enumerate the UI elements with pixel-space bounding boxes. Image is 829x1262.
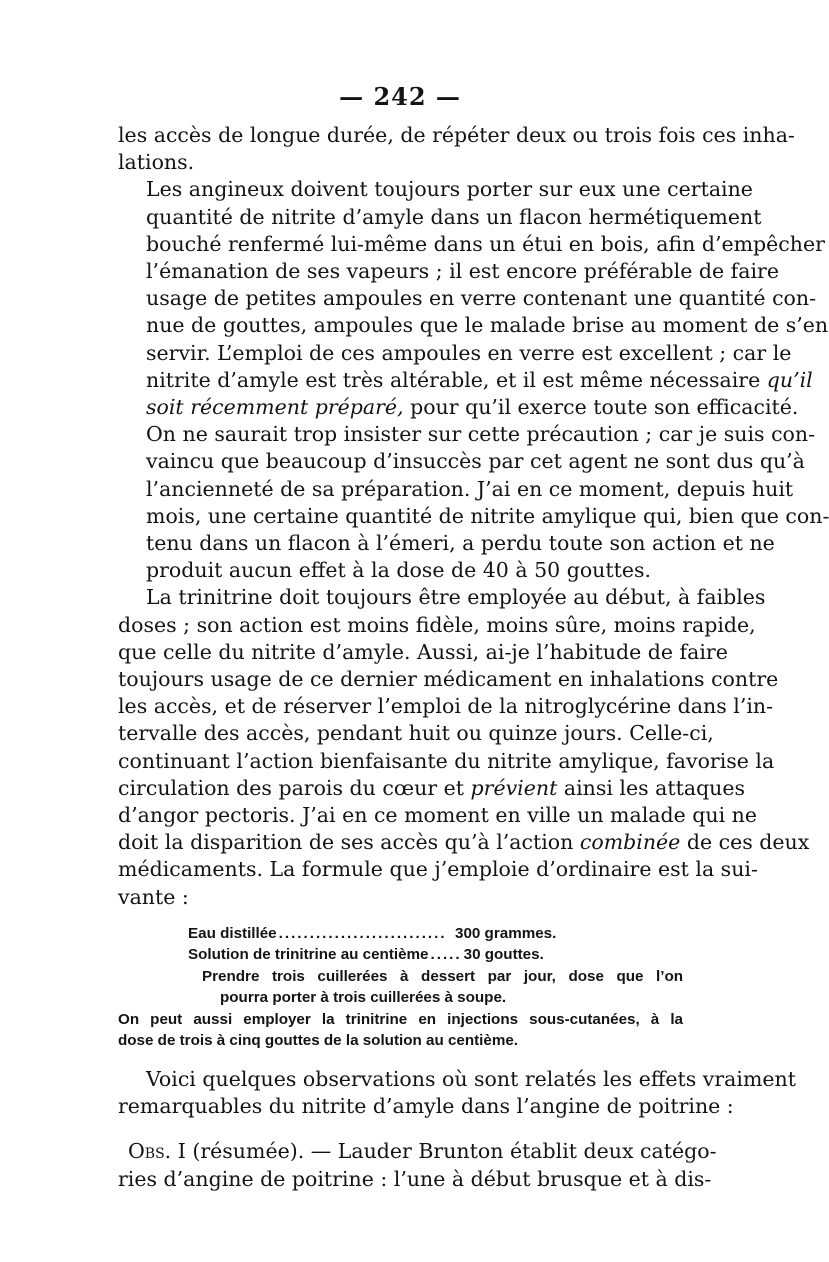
text-column [118,122,829,1193]
formula-ingredient: Solution de trinitrine au centième [188,946,429,964]
emphasis-run: soit [146,395,184,420]
text-line: l’émanation de ses vapeurs ; il est encore préférable de faire [146,259,779,284]
paragraph-3 [118,584,810,910]
text-run: pour qu’il exerce toute son efficacité. [410,395,799,420]
text-line: Voici quelques observations où sont relatés les effets vraiment [146,1066,796,1091]
text-line-with-emphasis [118,775,746,802]
text-line: les accès de longue durée, de répéter deux ou trois fois ces inha- [118,123,795,147]
spacer [118,1052,683,1066]
text-line: servir. L’emploi de ces ampoules en verre est excellent ; car le [146,340,792,365]
text-line: La trinitrine doit toujours être employée au début, à faibles [146,585,766,610]
observation-heading-line [118,1138,717,1165]
emphasis-run: combinée [579,830,681,855]
text-line: ries d’angine de poitrine : l’une à début brusque et à dis- [118,1166,712,1191]
paragraph-1 [118,122,795,176]
formula-instruction: Prendre trois cuillerées à dessert par jour, dose que l’on [202,967,683,985]
formula-leader-dots: ..... [430,946,462,964]
observation-1 [118,1138,717,1192]
text-line: On ne saurait trop insister sur cette précaution ; car je suis con- [146,422,816,447]
formula-note: On peut aussi employer la trinitrine en injections sous-cutanées, à la [118,1010,683,1028]
text-line-with-emphasis [118,367,813,394]
text-run: ainsi les attaques [563,775,746,800]
text-line: l’ancienneté de sa préparation. J’ai en ce moment, depuis huit [146,476,794,501]
text-line: lations. [118,150,195,175]
formula-quantity: 30 gouttes. [463,946,544,964]
text-line: Les angineux doivent toujours porter sur eux une certaine [146,177,753,202]
emphasis-run: récemment préparé, [190,395,404,420]
formula-leader-dots: ........................... [278,924,447,942]
formula-row [118,923,560,945]
text-line: tervalle des accès, pendant huit ou quinze jours. Celle-ci, [118,721,714,746]
page-number: — 242 — [339,82,461,111]
text-line: continuant l’action bienfaisante du nitrite amylique, favorise la [118,748,775,773]
text-line: que celle du nitrite d’amyle. Aussi, ai-je l’habitude de faire [118,639,728,664]
text-line: quantité de nitrite d’amyle dans un flacon hermétiquement [146,204,762,229]
text-line: mois, une certaine quantité de nitrite amylique qui, bien que con- [146,503,829,528]
emphasis-run: prévient [470,775,558,800]
text-run: de ces deux [686,830,810,855]
paragraph-closing [118,1066,796,1120]
text-line: bouché renfermé lui-même dans un étui en bois, afin d’empêcher [146,231,825,256]
text-run: doit la disparition de ses accès qu’à l’action [118,830,574,855]
formula-note: dose de trois à cinq gouttes de la solution au centième. [118,1032,519,1050]
text-run: (résumée). — Lauder Brunton établit deux catégo- [192,1139,717,1164]
text-line: d’angor pectoris. J’ai en ce moment en ville un malade qui ne [118,803,758,828]
formula-instruction: pourra porter à trois cuillerées à soupe. [220,989,507,1007]
text-line-with-emphasis [118,394,799,421]
text-line: doses ; son action est moins fidèle, moins sûre, moins rapide, [118,612,756,637]
text-line: tenu dans un flacon à l’émeri, a perdu toute son action et ne [146,531,775,556]
observation-label: Obs. I [128,1139,186,1164]
prescription-formula [118,923,683,1052]
formula-ingredient: Eau distillée [188,924,277,942]
text-line: usage de petites ampoules en verre contenant une quantité con- [146,286,817,311]
text-line: produit aucun effet à la dose de 40 à 50 gouttes. [146,558,652,583]
text-line-with-emphasis [118,829,810,856]
text-line: remarquables du nitrite d’amyle dans l’angine de poitrine : [118,1094,734,1119]
text-line: vaincu que beaucoup d’insuccès par cet agent ne sont dus qu’à [146,449,805,474]
formula-quantity: 300 grammes. [455,924,557,942]
text-line: vante : [118,884,189,909]
text-line: toujours usage de ce dernier médicament en inhalations contre [118,667,779,692]
text-run: circulation des parois du cœur et [118,775,465,800]
text-line: nue de gouttes, ampoules que le malade brise au moment de s’en [146,313,829,338]
text-line: les accès, et de réserver l’emploi de la nitroglycérine dans l’in- [118,694,774,719]
formula-row [118,944,560,966]
text-run: nitrite d’amyle est très altérable, et il est même nécessaire [146,367,761,392]
text-line: médicaments. La formule que j’emploie d’ordinaire est la sui- [118,857,758,882]
paragraph-2 [118,176,829,584]
emphasis-run: qu’il [766,367,813,392]
